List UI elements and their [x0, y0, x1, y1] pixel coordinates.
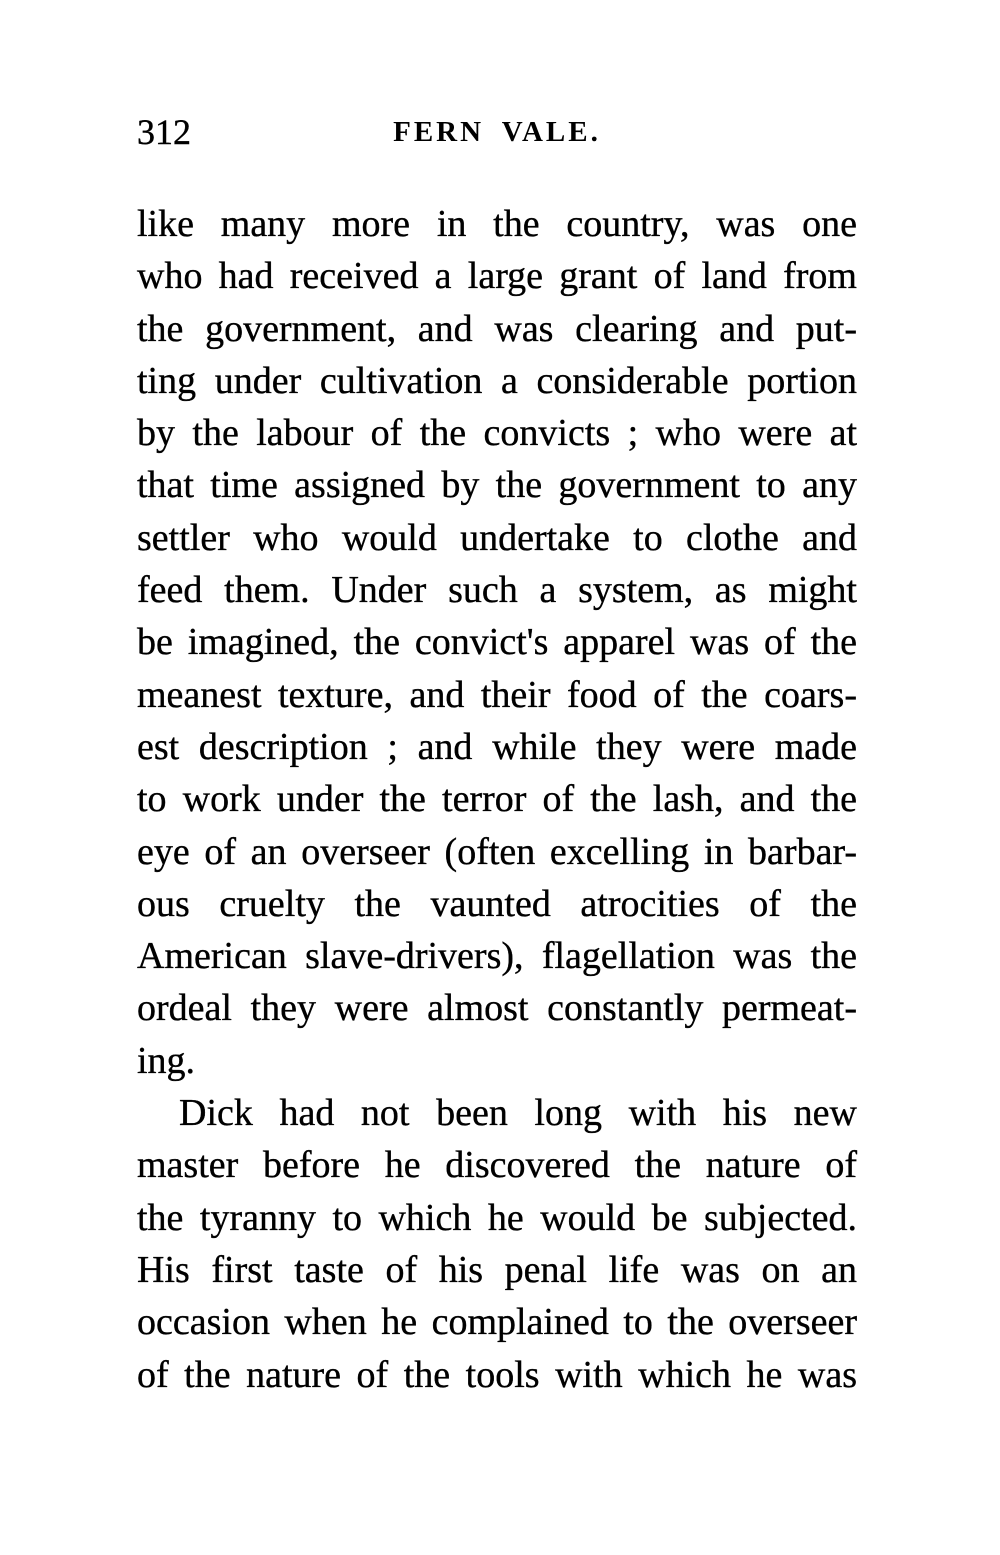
text-line: eye of an overseer (often excelling in barbar- — [137, 830, 857, 873]
text-line: His first taste of his penal life was on an — [137, 1248, 857, 1291]
text-line: ting under cultivation a considerable portion — [137, 359, 857, 402]
text-line: to work under the terror of the lash, and the — [137, 778, 857, 821]
text-line-paragraph-start: Dick had not been long with his new — [179, 1092, 857, 1135]
text-line: master before he discovered the nature of — [137, 1144, 857, 1187]
text-line: the tyranny to which he would be subjected. — [137, 1196, 857, 1239]
page-number: 312 — [137, 112, 191, 152]
text-line: feed them. Under such a system, as might — [137, 569, 857, 612]
text-line: American slave-drivers), flagellation was the — [137, 935, 857, 978]
text-line: the government, and was clearing and put- — [137, 307, 857, 350]
text-line: est description ; and while they were made — [137, 725, 857, 768]
text-line: like many more in the country, was one — [137, 203, 857, 245]
text-line-paragraph-end: ing. — [137, 1039, 196, 1082]
text-line: by the labour of the convicts ; who were at — [137, 412, 857, 455]
running-title: FERN VALE. — [393, 116, 601, 148]
running-head — [137, 112, 857, 156]
body-text — [137, 198, 857, 1401]
text-line: that time assigned by the government to any — [137, 464, 857, 507]
text-line: of the nature of the tools with which he was — [137, 1353, 857, 1396]
text-line: who had received a large grant of land from — [137, 255, 857, 298]
text-line: ordeal they were almost constantly permeat- — [137, 987, 857, 1030]
text-line: ous cruelty the vaunted atrocities of the — [137, 882, 857, 925]
text-line: occasion when he complained to the overseer — [137, 1301, 857, 1344]
text-line: be imagined, the convict's apparel was of the — [137, 621, 857, 664]
text-line: settler who would undertake to clothe and — [137, 516, 857, 559]
text-line: meanest texture, and their food of the coars- — [137, 673, 857, 716]
